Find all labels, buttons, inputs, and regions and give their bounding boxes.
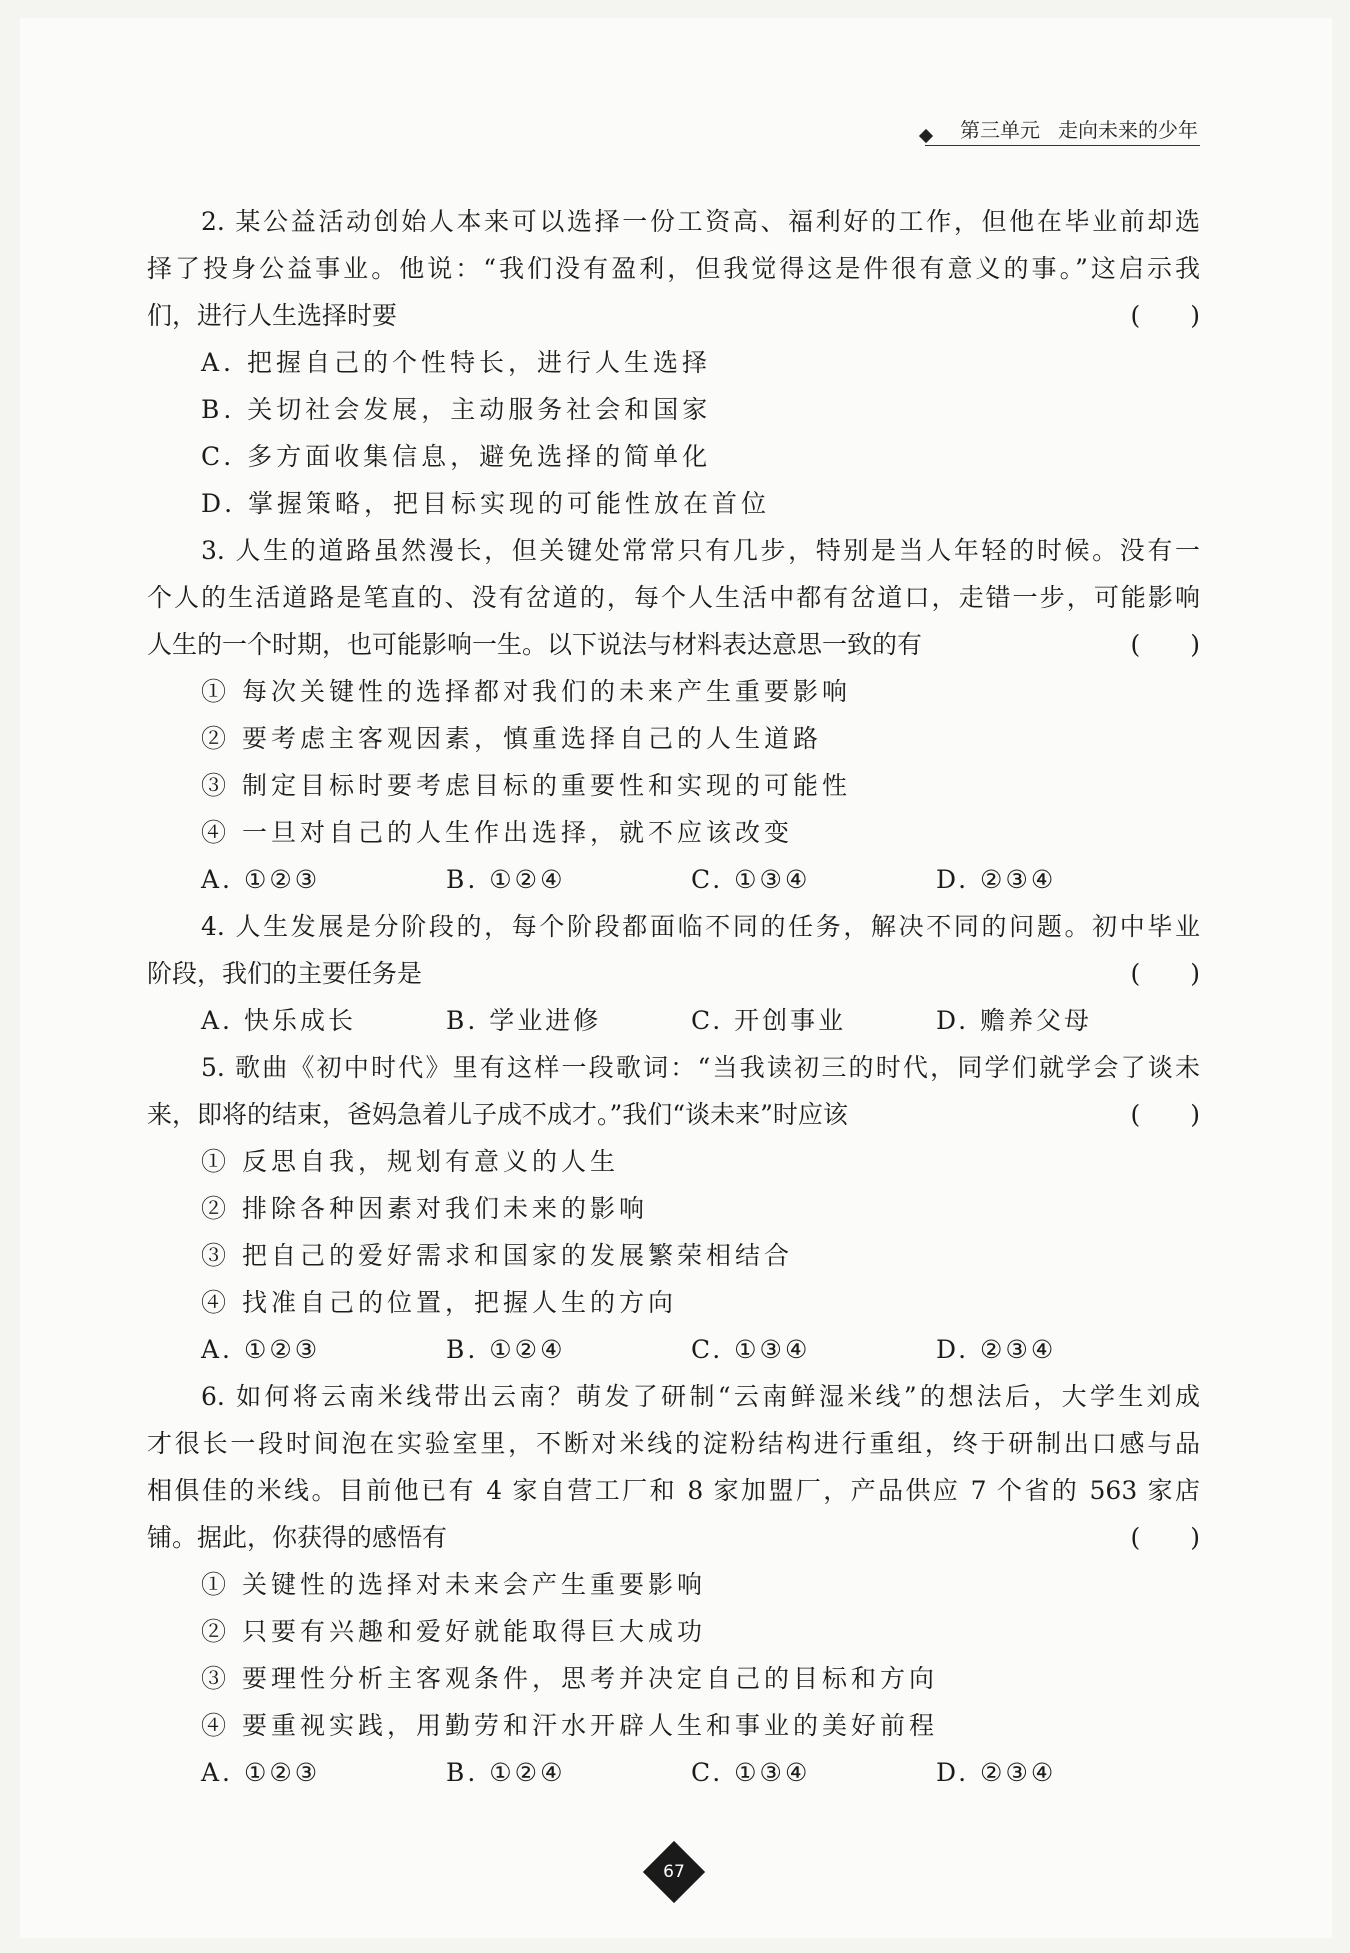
statement-1: ① 反思自我，规划有意义的人生 — [201, 1147, 619, 1176]
question-stem-end: 人生的一个时期，也可能影响一生。以下说法与材料表达意思一致的有 — [147, 630, 923, 659]
question-text-line: 3. 人生的道路虽然漫长，但关键处常常只有几步，特别是当人年轻的时候。没有一 — [201, 536, 1200, 565]
question-stem-end: 阶段，我们的主要任务是 — [147, 959, 423, 988]
statement-4: ④ 一旦对自己的人生作出选择，就不应该改变 — [201, 818, 793, 847]
choice-b: B. ①②④ — [446, 865, 566, 894]
choice-d: D. ②③④ — [936, 865, 1057, 894]
question-stem-end: 们，进行人生选择时要 — [147, 301, 398, 330]
question-stem-end: 来，即将的结束，爸妈急着儿子成不成才。”我们“谈未来”时应该 — [147, 1100, 848, 1129]
choice-c: C. 开创事业 — [691, 1006, 847, 1035]
choice-a: A. ①②③ — [201, 1758, 321, 1787]
question-text-line: 2. 某公益活动创始人本来可以选择一份工资高、福利好的工作，但他在毕业前却选 — [201, 207, 1200, 236]
question-text-line: 个人的生活道路是笔直的、没有岔道的，每个人生活中都有岔道口，走错一步，可能影响 — [147, 583, 1200, 612]
choice-row — [147, 997, 1200, 1044]
question-text-line — [147, 950, 1200, 997]
answer-parentheses: ( ) — [1130, 301, 1200, 330]
question-text-line: 6. 如何将云南米线带出云南？萌发了研制“云南鲜湿米线”的想法后，大学生刘成 — [201, 1382, 1200, 1411]
header-title: 走向未来的少年 — [1058, 118, 1198, 142]
choice-c: C. ①③④ — [691, 1335, 811, 1364]
question-text-line: 才很长一段时间泡在实验室里，不断对米线的淀粉结构进行重组，终于研制出口感与品 — [147, 1429, 1200, 1458]
statement-2: ② 只要有兴趣和爱好就能取得巨大成功 — [201, 1617, 706, 1646]
statement-3: ③ 把自己的爱好需求和国家的发展繁荣相结合 — [201, 1241, 793, 1270]
statement-2: ② 排除各种因素对我们未来的影响 — [201, 1194, 648, 1223]
option-d: D. 掌握策略，把目标实现的可能性放在首位 — [201, 489, 771, 518]
statement-3: ③ 制定目标时要考虑目标的重要性和实现的可能性 — [201, 771, 851, 800]
option-a: A. 把握自己的个性特长，进行人生选择 — [201, 348, 711, 377]
question-text-line — [147, 621, 1200, 668]
choice-c: C. ①③④ — [691, 865, 811, 894]
question-2 — [147, 198, 1200, 527]
answer-parentheses: ( ) — [1130, 1523, 1200, 1552]
question-text-line: 5. 歌曲《初中时代》里有这样一段歌词：“当我读初三的时代，同学们就学会了谈未 — [201, 1053, 1200, 1082]
question-4 — [147, 903, 1200, 1044]
option-b: B. 关切社会发展，主动服务社会和国家 — [201, 395, 712, 424]
answer-parentheses: ( ) — [1130, 959, 1200, 988]
question-text-line — [147, 292, 1200, 339]
choice-a: A. ①②③ — [201, 865, 321, 894]
answer-parentheses: ( ) — [1130, 1100, 1200, 1129]
header-unit: 第三单元 — [960, 118, 1040, 142]
page-content — [147, 198, 1200, 1796]
question-text-line: 4. 人生发展是分阶段的，每个阶段都面临不同的任务，解决不同的问题。初中毕业 — [201, 912, 1200, 941]
choice-row — [147, 856, 1200, 903]
page-number: 67 — [663, 1862, 685, 1882]
statement-4: ④ 要重视实践，用勤劳和汗水开辟人生和事业的美好前程 — [201, 1711, 938, 1740]
choice-row — [147, 1326, 1200, 1373]
statement-1: ① 每次关键性的选择都对我们的未来产生重要影响 — [201, 677, 851, 706]
question-6 — [147, 1373, 1200, 1796]
question-text-line — [147, 1091, 1200, 1138]
choice-b: B. ①②④ — [446, 1335, 566, 1364]
choice-d: D. ②③④ — [936, 1758, 1057, 1787]
question-text-line: 相俱佳的米线。目前他已有 4 家自营工厂和 8 家加盟厂，产品供应 7 个省的 563 家店 — [147, 1476, 1200, 1505]
question-5 — [147, 1044, 1200, 1373]
choice-b: B. 学业进修 — [446, 1006, 602, 1035]
choice-c: C. ①③④ — [691, 1758, 811, 1787]
statement-1: ① 关键性的选择对未来会产生重要影响 — [201, 1570, 706, 1599]
question-text-line — [147, 1514, 1200, 1561]
statement-3: ③ 要理性分析主客观条件，思考并决定自己的目标和方向 — [201, 1664, 938, 1693]
running-header — [925, 112, 1200, 146]
answer-parentheses: ( ) — [1130, 630, 1200, 659]
statement-2: ② 要考虑主客观因素，慎重选择自己的人生道路 — [201, 724, 822, 753]
question-3 — [147, 527, 1200, 903]
choice-a: A. 快乐成长 — [201, 1006, 356, 1035]
question-stem-end: 铺。据此，你获得的感悟有 — [147, 1523, 448, 1552]
question-text-line: 择了投身公益事业。他说：“我们没有盈利，但我觉得这是件很有意义的事。”这启示我 — [147, 254, 1200, 283]
choice-d: D. ②③④ — [936, 1335, 1057, 1364]
statement-4: ④ 找准自己的位置，把握人生的方向 — [201, 1288, 677, 1317]
choice-b: B. ①②④ — [446, 1758, 566, 1787]
choice-row — [147, 1749, 1200, 1796]
choice-a: A. ①②③ — [201, 1335, 321, 1364]
choice-d: D. 赡养父母 — [936, 1006, 1093, 1035]
option-c: C. 多方面收集信息，避免选择的简单化 — [201, 442, 712, 471]
